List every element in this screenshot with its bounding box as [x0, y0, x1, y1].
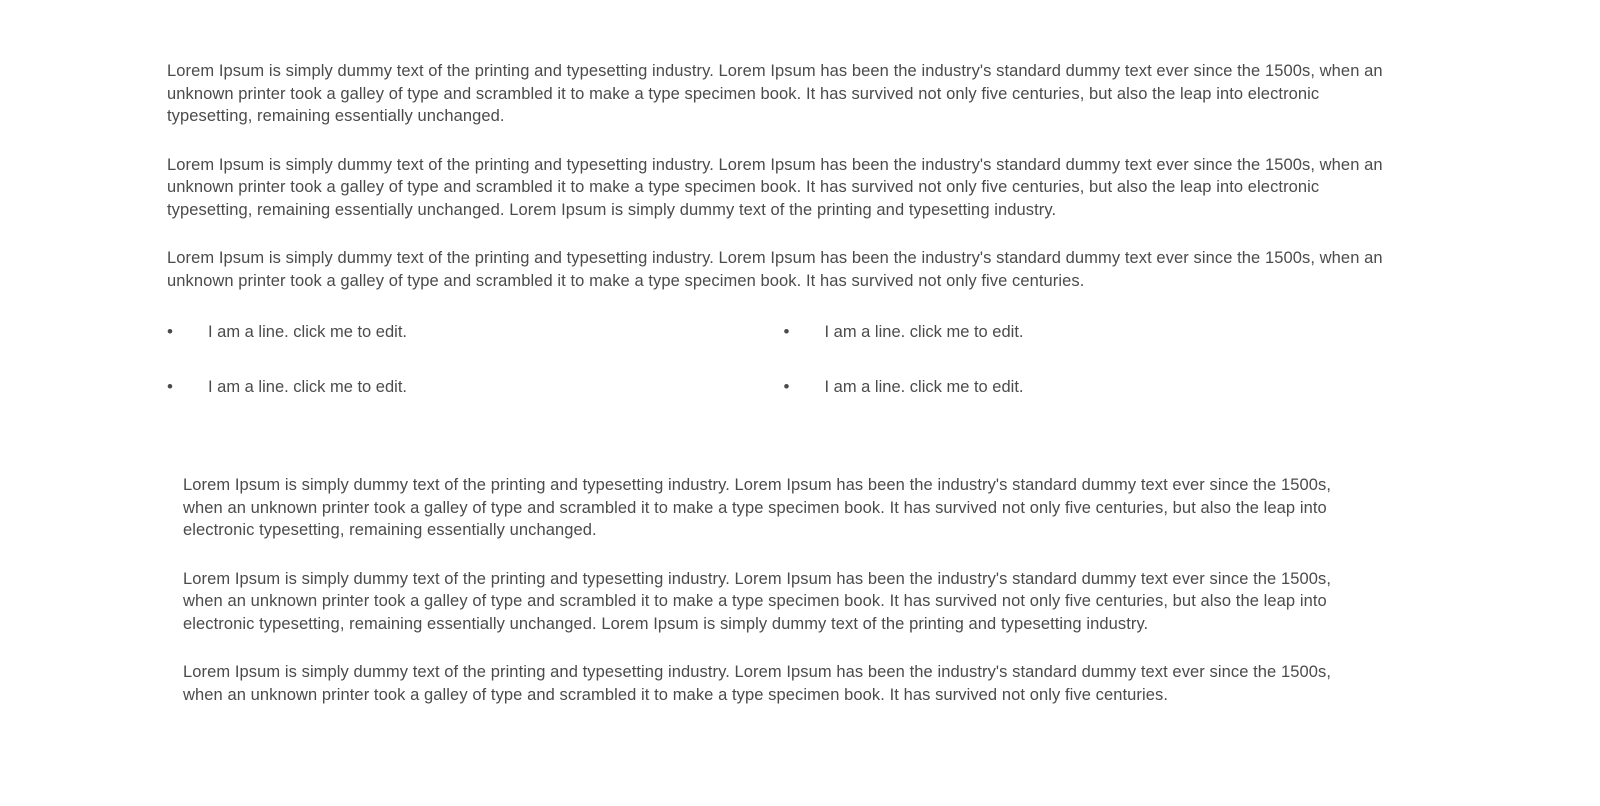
bullet-icon: • — [167, 322, 173, 341]
list-item[interactable] — [784, 322, 1401, 377]
bullet-icon: • — [167, 377, 173, 396]
list-item-label[interactable]: I am a line. click me to edit. — [824, 323, 1024, 341]
paragraph: Lorem Ipsum is simply dummy text of the printing and typesetting industry. Lorem Ipsum has been the industry's standard dummy text ever since the 1500s, when an unknown printer took a galley of type and scrambled it to make a type specimen book. It has survived not only five centuries, but also the leap into electronic typesetting, remaining essentially unchanged. — [167, 62, 1383, 125]
list-item-label[interactable]: I am a line. click me to edit. — [208, 378, 407, 396]
bullet-list — [167, 322, 1400, 432]
bullet-icon: • — [783, 377, 790, 396]
paragraph: Lorem Ipsum is simply dummy text of the printing and typesetting industry. Lorem Ipsum has been the industry's standard dummy text ever since the 1500s, when an unknown printer took a galley of type and scrambled it to make a type specimen book. It has survived not only five centuries. — [183, 663, 1332, 704]
paragraph: Lorem Ipsum is simply dummy text of the printing and typesetting industry. Lorem Ipsum has been the industry's standard dummy text ever since the 1500s, when an unknown printer took a galley of type and scrambled it to make a type specimen book. It has survived not only five centuries, but also the leap into electronic typesetting, remaining essentially unchanged. — [183, 476, 1332, 539]
list-item-label[interactable]: I am a line. click me to edit. — [208, 323, 407, 341]
top-text-block — [167, 60, 1400, 292]
bullet-icon: • — [783, 322, 790, 341]
paragraph: Lorem Ipsum is simply dummy text of the printing and typesetting industry. Lorem Ipsum has been the industry's standard dummy text ever since the 1500s, when an unknown printer took a galley of type and scrambled it to make a type specimen book. It has survived not only five centuries, but also the leap into electronic typesetting, remaining essentially unchanged. Lorem Ipsum is simply dummy text of the printing and typesetting industry. — [167, 155, 1383, 219]
paragraph: Lorem Ipsum is simply dummy text of the printing and typesetting industry. Lorem Ipsum has been the industry's standard dummy text ever since the 1500s, when an unknown printer took a galley of type and scrambled it to make a type specimen book. It has survived not only five centuries. — [167, 249, 1383, 290]
list-item[interactable] — [167, 377, 784, 432]
list-item-label[interactable]: I am a line. click me to edit. — [824, 378, 1024, 396]
bottom-text-block — [167, 474, 1343, 706]
list-item[interactable] — [167, 322, 784, 377]
paragraph: Lorem Ipsum is simply dummy text of the printing and typesetting industry. Lorem Ipsum has been the industry's standard dummy text ever since the 1500s, when an unknown printer took a galley of type and scrambled it to make a type specimen book. It has survived not only five centuries, but also the leap into electronic typesetting, remaining essentially unchanged. Lorem Ipsum is simply dummy text of the printing and typesetting industry. — [183, 569, 1332, 633]
list-item[interactable] — [784, 377, 1401, 432]
